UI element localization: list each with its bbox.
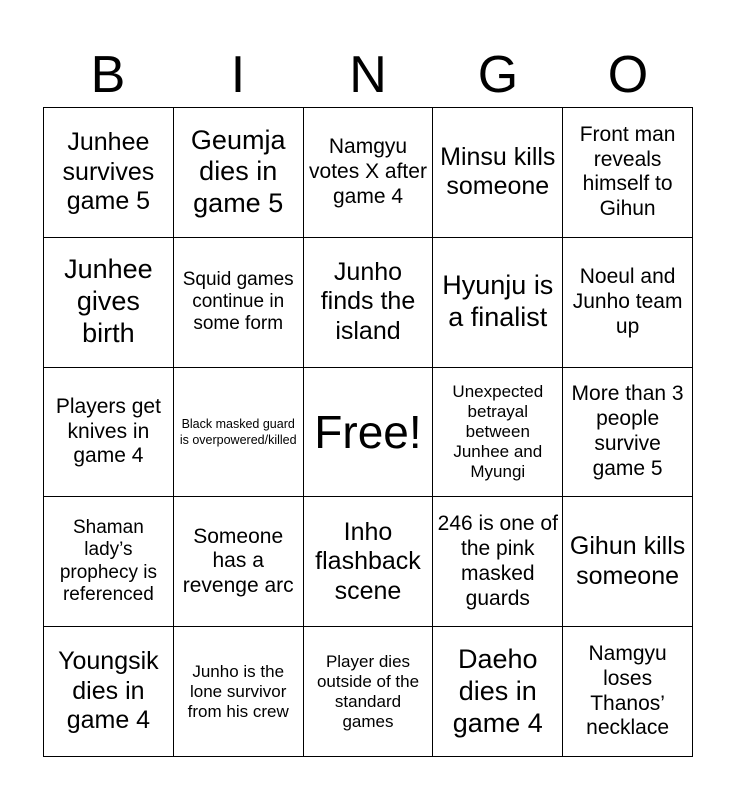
bingo-cell[interactable]: Shaman lady’s prophecy is referenced [44, 497, 174, 627]
bingo-cell[interactable]: Squid games continue in some form [174, 238, 304, 368]
bingo-cell[interactable]: Namgyu votes X after game 4 [304, 108, 434, 238]
bingo-cell[interactable]: Junhee survives game 5 [44, 108, 174, 238]
bingo-cell[interactable]: Junhee gives birth [44, 238, 174, 368]
header-letter-i: I [230, 46, 246, 104]
bingo-cell[interactable]: Noeul and Junho team up [563, 238, 693, 368]
free-cell[interactable]: Free! [304, 368, 434, 498]
bingo-cell[interactable]: Unexpected betrayal between Junhee and Myungi [433, 368, 563, 498]
bingo-cell[interactable]: Gihun kills someone [563, 497, 693, 627]
bingo-cell[interactable]: 246 is one of the pink masked guards [433, 497, 563, 627]
header-letter-b: B [90, 46, 126, 104]
bingo-cell[interactable]: Minsu kills someone [433, 108, 563, 238]
bingo-cell[interactable]: Namgyu loses Thanos’ necklace [563, 627, 693, 757]
bingo-cell[interactable]: Geumja dies in game 5 [174, 108, 304, 238]
bingo-cell[interactable]: Inho flashback scene [304, 497, 434, 627]
bingo-cell[interactable]: Junho finds the island [304, 238, 434, 368]
header-letter-n: N [349, 46, 387, 104]
bingo-cell[interactable]: Junho is the lone survivor from his crew [174, 627, 304, 757]
bingo-cell[interactable]: Black masked guard is overpowered/killed [174, 368, 304, 498]
bingo-cell[interactable]: Front man reveals himself to Gihun [563, 108, 693, 238]
bingo-cell[interactable]: Someone has a revenge arc [174, 497, 304, 627]
bingo-header [43, 44, 693, 106]
header-letter-o: O [607, 46, 649, 104]
bingo-grid [43, 107, 693, 757]
bingo-cell[interactable]: Hyunju is a finalist [433, 238, 563, 368]
header-letter-g: G [477, 46, 519, 104]
bingo-cell[interactable]: Daeho dies in game 4 [433, 627, 563, 757]
bingo-cell[interactable]: Youngsik dies in game 4 [44, 627, 174, 757]
bingo-cell[interactable]: Players get knives in game 4 [44, 368, 174, 498]
bingo-cell[interactable]: Player dies outside of the standard games [304, 627, 434, 757]
bingo-cell[interactable]: More than 3 people survive game 5 [563, 368, 693, 498]
